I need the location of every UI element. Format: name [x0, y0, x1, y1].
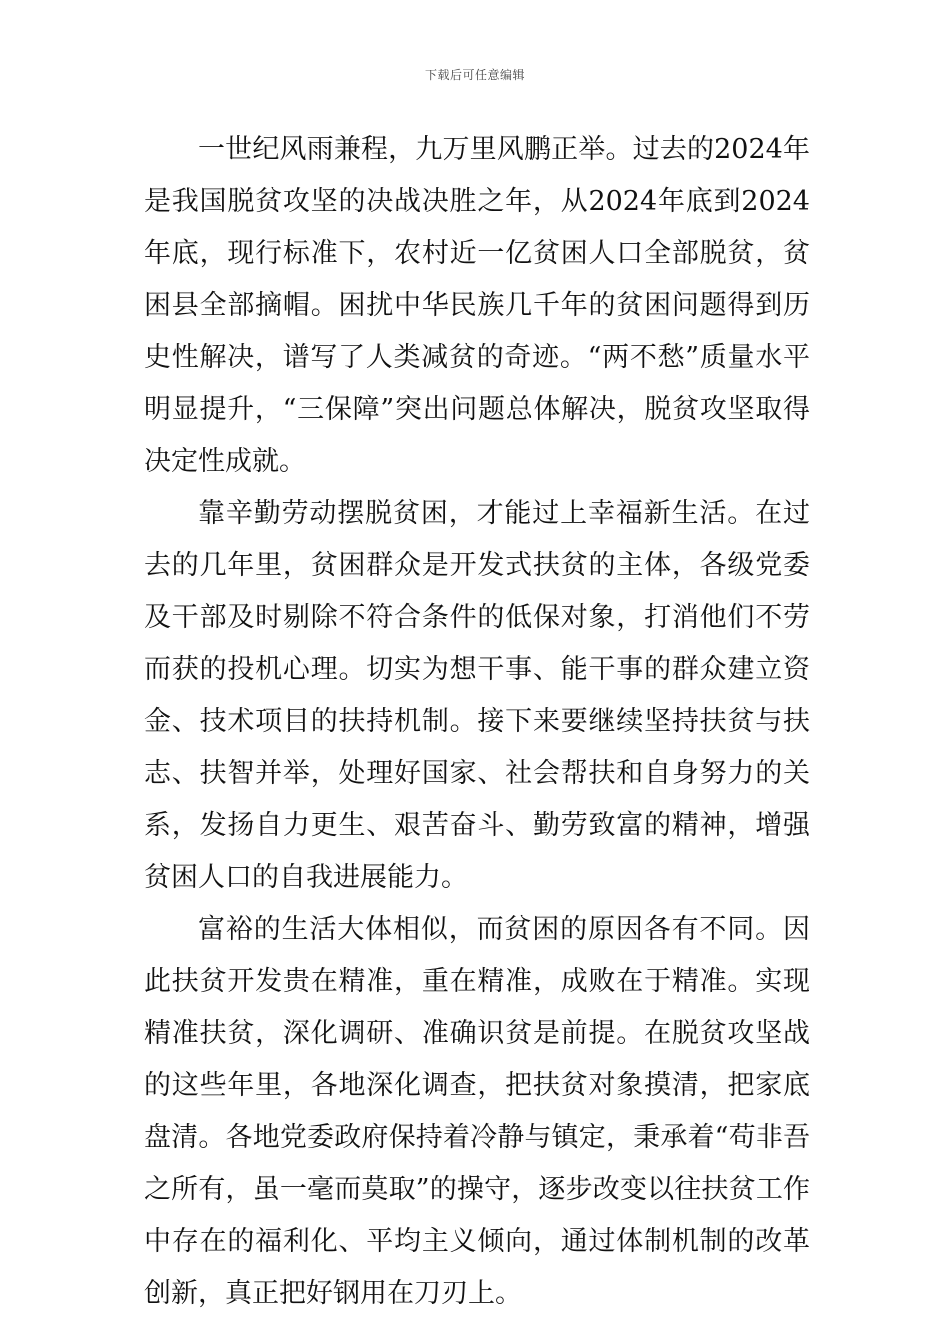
- page-header-note: 下载后可任意编辑: [424, 68, 525, 82]
- paragraph-2: 靠辛勤劳动摆脱贫困，才能过上幸福新生活。在过去的几年里，贫困群众是开发式扶贫的主体，各级党委及干部及时剔除不符合条件的低保对象，打消他们不劳而获的投机心理。切实为想干事、能干事的群众建立资金、技术项目的扶持机制。接下来要继续坚持扶贫与扶志、扶智并举，处理好国家、社会帮扶和自身努力的关系，发扬自力更生、艰苦奋斗、勤劳致富的精神，增强贫困人口的自我进展能力。: [144, 498, 810, 893]
- document-body: [144, 124, 810, 1320]
- paragraph-1: 一世纪风雨兼程，九万里风鹏正举。过去的2024年是我国脱贫攻坚的决战决胜之年，从2024年底到2024年底，现行标准下，农村近一亿贫困人口全部脱贫，贫困县全部摘帽。困扰中华民族几千年的贫困问题得到历史性解决，谱写了人类减贫的奇迹。“两不愁”质量水平明显提升，“三保障”突出问题总体解决，脱贫攻坚取得决定性成就。: [144, 134, 810, 477]
- paragraph-3: 富裕的生活大体相似，而贫困的原因各有不同。因此扶贫开发贵在精准，重在精准，成败在于精准。实现精准扶贫，深化调研、准确识贫是前提。在脱贫攻坚战的这些年里，各地深化调查，把扶贫对象摸清，把家底盘清。各地党委政府保持着冷静与镇定，秉承着“苟非吾之所有，虽一毫而莫取”的操守，逐步改变以往扶贫工作中存在的福利化、平均主义倾向，通过体制机制的改革创新，真正把好钢用在刀刃上。: [144, 914, 810, 1309]
